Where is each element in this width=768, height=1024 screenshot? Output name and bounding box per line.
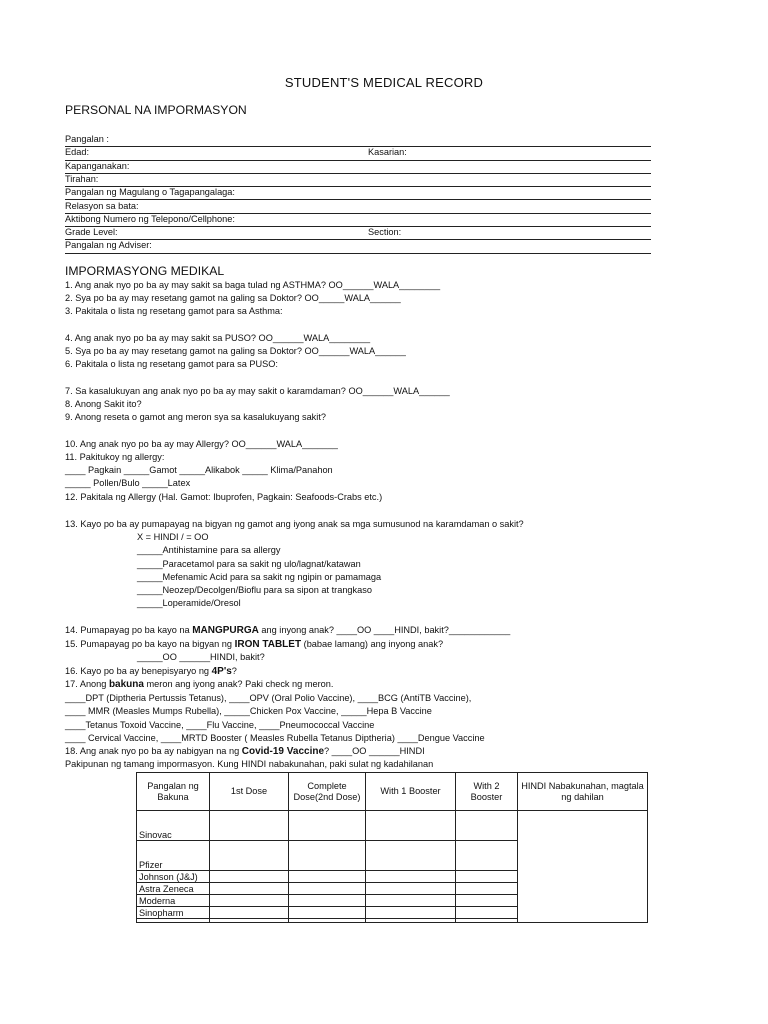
column-header: Complete Dose(2nd Dose) — [289, 773, 366, 811]
question-6: 6. Pakitala o lista ng resetang gamot para sa PUSO: — [65, 359, 278, 369]
question-13: 13. Kayo po ba ay pumapayag na bigyan ng gamot ang iyong anak sa mga sumusunod na karamdaman o sakit? — [65, 519, 524, 529]
column-header: With 2 Booster — [456, 773, 518, 811]
medical-heading: IMPORMASYONG MEDIKAL — [65, 264, 225, 278]
question-18-instruction: Pakipunan ng tamang impormasyon. Kung HINDI nabakunahan, paki sulat ng kadahilanan — [65, 759, 434, 769]
personal-info-label: Pangalan : — [65, 134, 109, 144]
question-13-item: _____Paracetamol para sa sakit ng ulo/lagnat/katawan — [137, 559, 361, 569]
personal-info-row[interactable] — [65, 133, 651, 147]
column-header: 1st Dose — [210, 773, 289, 811]
personal-info-row[interactable] — [65, 160, 651, 174]
vaccine-name-cell: Moderna — [137, 895, 210, 907]
complete-dose-cell[interactable] — [289, 907, 366, 919]
personal-info-label: Pangalan ng Magulang o Tagapangalaga: — [65, 187, 235, 198]
question-7: 7. Sa kasalukuyan ang anak nyo po ba ay may sakit o karamdaman? OO______WALA______ — [65, 386, 450, 396]
personal-info-label: Kapanganakan: — [65, 160, 130, 171]
vaccine-name-cell: Sinovac — [137, 811, 210, 841]
booster-1-cell[interactable] — [366, 811, 456, 841]
booster-2-cell[interactable] — [456, 841, 518, 871]
question-10: 10. Ang anak nyo po ba ay may Allergy? OO______WALA_______ — [65, 439, 338, 449]
complete-dose-cell[interactable] — [289, 841, 366, 871]
question-11-options-a: ____ Pagkain _____Gamot _____Alikabok _____ Klima/Panahon — [65, 465, 333, 475]
personal-info-row[interactable] — [65, 239, 651, 253]
complete-dose-cell[interactable] — [289, 811, 366, 841]
booster-1-cell[interactable] — [366, 841, 456, 871]
booster-2-cell[interactable] — [456, 895, 518, 907]
personal-heading: PERSONAL NA IMPORMASYON — [65, 103, 247, 117]
question-4: 4. Ang anak nyo po ba ay may sakit sa PUSO? OO______WALA________ — [65, 333, 371, 343]
personal-info-row[interactable] — [65, 200, 651, 214]
personal-info-label: Aktibong Numero ng Telepono/Cellphone: — [65, 213, 235, 224]
question-16: 16. Kayo po ba ay benepisyaryo ng 4P's? — [65, 666, 237, 677]
personal-info-row[interactable] — [65, 173, 651, 187]
booster-2-cell[interactable] — [456, 907, 518, 919]
question-13-item: _____Loperamide/Oresol — [137, 598, 241, 608]
vaccine-name-cell: Sinopharm — [137, 907, 210, 919]
question-12: 12. Pakitala ng Allergy (Hal. Gamot: Ibuprofen, Pagkain: Seafoods-Crabs etc.) — [65, 492, 383, 502]
personal-info-label: Pangalan ng Adviser: — [65, 240, 152, 251]
question-11-options-b: _____ Pollen/Bulo _____Latex — [65, 478, 191, 488]
question-15-options: _____OO ______HINDI, bakit? — [137, 652, 265, 662]
first-dose-cell[interactable] — [210, 907, 289, 919]
booster-2-cell[interactable] — [456, 811, 518, 841]
personal-info-label: Edad: — [65, 147, 90, 158]
booster-1-cell[interactable] — [366, 883, 456, 895]
question-13-key: X = HINDI / = OO — [137, 532, 209, 542]
question-17-options-c: ____Tetanus Toxoid Vaccine, ____Flu Vaccine, ____Pneumococcal Vaccine — [65, 720, 375, 730]
personal-info-row[interactable] — [65, 226, 651, 240]
booster-2-cell[interactable] — [456, 883, 518, 895]
first-dose-cell[interactable] — [210, 841, 289, 871]
document-title: STUDENT'S MEDICAL RECORD — [284, 75, 484, 90]
question-17-options-d: ____ Cervical Vaccine, ____MRTD Booster ( Measles Rubella Tetanus Diptheria) ____Dengue Vaccine — [65, 733, 485, 743]
vaccine-name-cell: Astra Zeneca — [137, 883, 210, 895]
personal-info-label: Tirahan: — [65, 173, 99, 184]
table-row — [137, 811, 648, 841]
question-14: 14. Pumapayag po ba kayo na MANGPURGA ang inyong anak? ____OO ____HINDI, bakit?____________ — [65, 625, 511, 636]
first-dose-cell[interactable] — [210, 883, 289, 895]
vaccine-name-cell: Pfizer — [137, 841, 210, 871]
personal-info-row[interactable] — [65, 186, 651, 200]
question-2: 2. Sya po ba ay may resetang gamot na galing sa Doktor? OO_____WALA______ — [65, 293, 401, 303]
vaccine-table — [136, 772, 648, 923]
personal-info-label: Relasyon sa bata: — [65, 200, 139, 211]
column-header: Pangalan ng Bakuna — [137, 773, 210, 811]
question-9: 9. Anong reseta o gamot ang meron sya sa kasalukuyang sakit? — [65, 412, 326, 422]
question-11: 11. Pakitukoy ng allergy: — [65, 452, 165, 462]
question-17-options-b: ____ MMR (Measles Mumps Rubella), _____Chicken Pox Vaccine, _____Hepa B Vaccine — [65, 706, 432, 716]
question-8: 8. Anong Sakit ito? — [65, 399, 142, 409]
booster-2-cell[interactable] — [456, 871, 518, 883]
first-dose-cell[interactable] — [210, 895, 289, 907]
question-15: 15. Pumapayag po ba kayo na bigyan ng IRON TABLET (babae lamang) ang inyong anak? — [65, 639, 444, 650]
not-vaccinated-reason-cell[interactable] — [518, 811, 648, 923]
vaccine-name-cell: Johnson (J&J) — [137, 871, 210, 883]
question-17-options-a: ____DPT (Diptheria Pertussis Tetanus), ____OPV (Oral Polio Vaccine), ____BCG (AntiTB Vaccine), — [65, 693, 472, 703]
booster-1-cell[interactable] — [366, 895, 456, 907]
question-13-item: _____Antihistamine para sa allergy — [137, 545, 281, 555]
personal-info-label: Section: — [368, 227, 402, 238]
personal-info-row[interactable] — [65, 213, 651, 227]
question-3: 3. Pakitala o lista ng resetang gamot para sa Asthma: — [65, 306, 283, 316]
question-5: 5. Sya po ba ay may resetang gamot na galing sa Doktor? OO______WALA______ — [65, 346, 406, 356]
first-dose-cell[interactable] — [210, 811, 289, 841]
table-header-row — [137, 773, 648, 811]
personal-info-row[interactable] — [65, 146, 651, 160]
question-13-item: _____Mefenamic Acid para sa sakit ng ngipin or pamamaga — [137, 572, 382, 582]
question-13-item: _____Neozep/Decolgen/Bioflu para sa sipon at trangkaso — [137, 585, 372, 595]
question-17: 17. Anong bakuna meron ang iyong anak? Paki check ng meron. — [65, 679, 334, 690]
column-header: With 1 Booster — [366, 773, 456, 811]
column-header: HINDI Nabakunahan, magtala ng dahilan — [518, 773, 648, 811]
question-1: 1. Ang anak nyo po ba ay may sakit sa baga tulad ng ASTHMA? OO______WALA________ — [65, 280, 441, 290]
complete-dose-cell[interactable] — [289, 895, 366, 907]
complete-dose-cell[interactable] — [289, 871, 366, 883]
personal-info-label: Grade Level: — [65, 227, 118, 238]
question-18: 18. Ang anak nyo po ba ay nabigyan na ng Covid-19 Vaccine? ____OO ______HINDI — [65, 746, 425, 757]
personal-info-label: Kasarian: — [368, 147, 407, 158]
booster-1-cell[interactable] — [366, 907, 456, 919]
first-dose-cell[interactable] — [210, 871, 289, 883]
complete-dose-cell[interactable] — [289, 883, 366, 895]
booster-1-cell[interactable] — [366, 871, 456, 883]
